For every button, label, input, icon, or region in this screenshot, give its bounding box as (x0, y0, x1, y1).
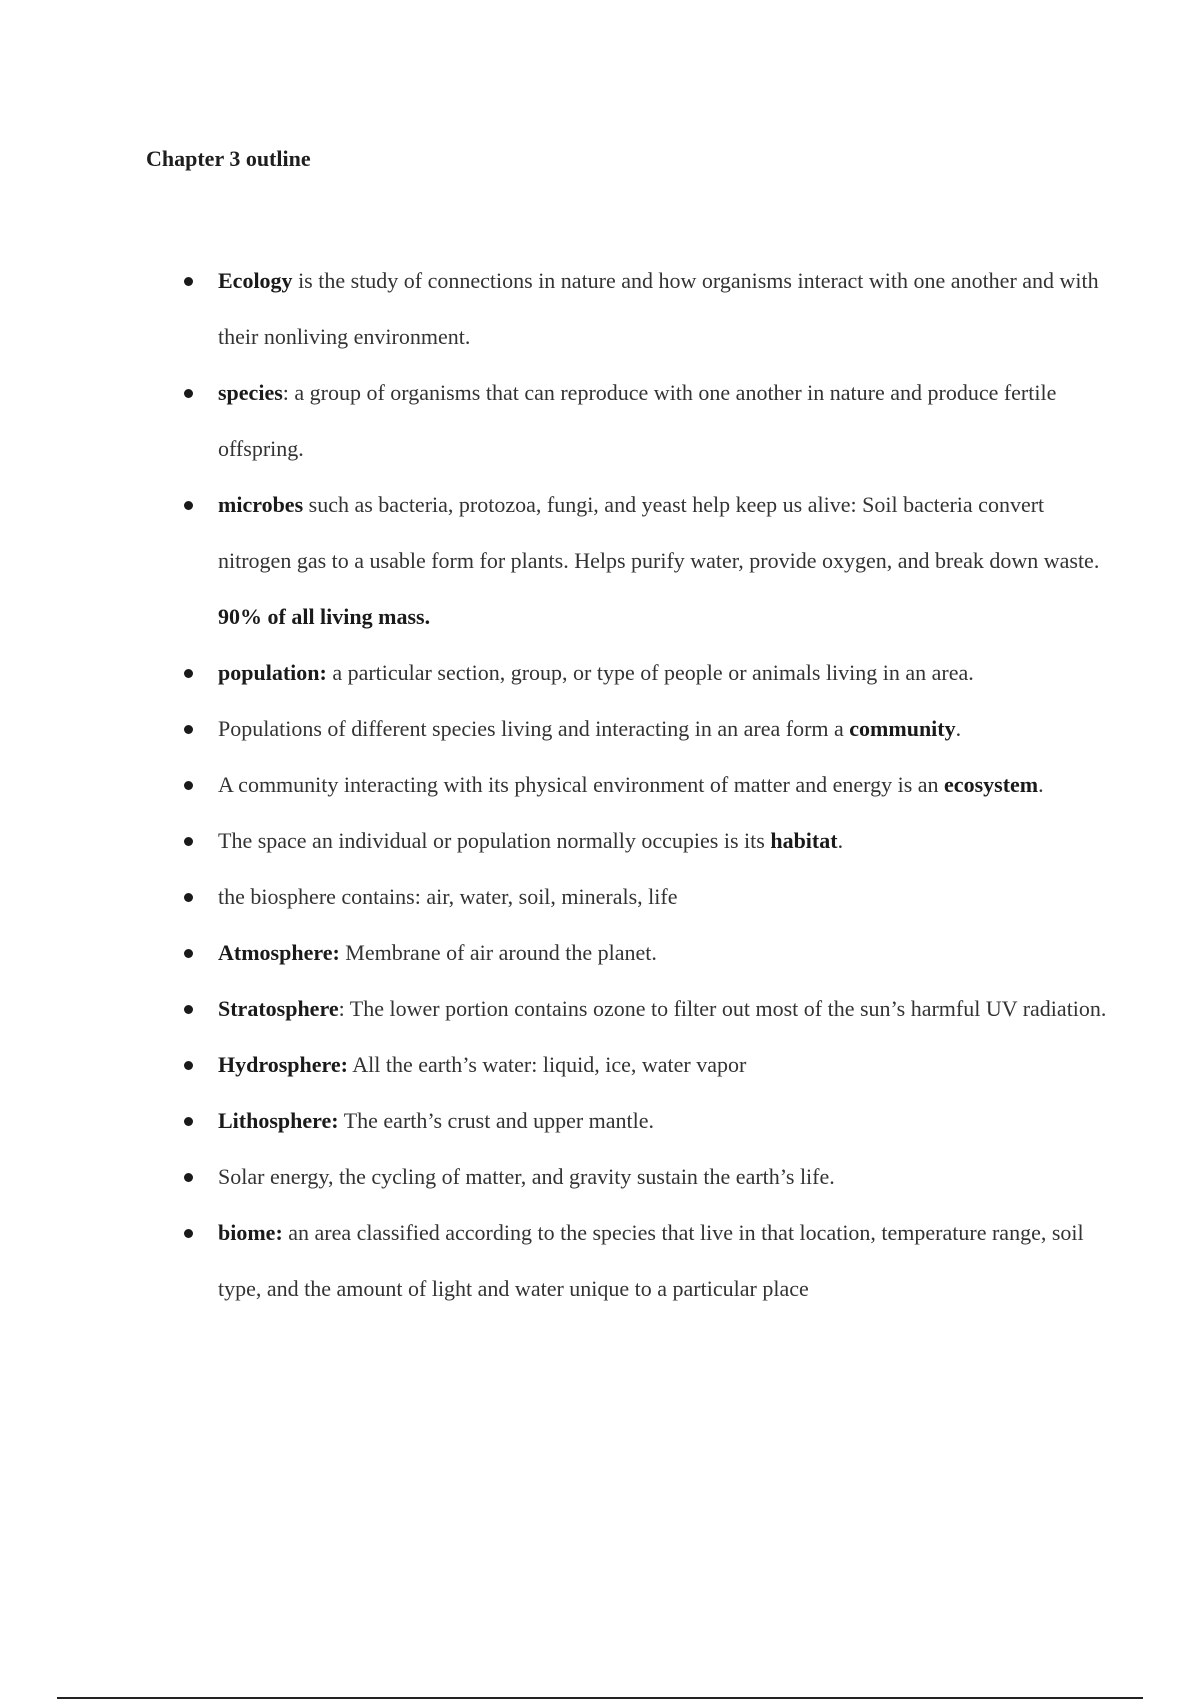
definition: a particular section, group, or type of people or animals living in an area. (326, 660, 974, 685)
outline-item-atmosphere (178, 925, 1108, 981)
bullet-icon (184, 1061, 193, 1070)
outline-item-species (178, 365, 1108, 477)
term: species (218, 380, 283, 405)
term: community (849, 716, 956, 741)
outline-item-biome (178, 1205, 1108, 1317)
term: population: (218, 660, 327, 685)
punctuation: . (955, 716, 962, 741)
bullet-icon (184, 949, 193, 958)
definition: All the earth’s water: liquid, ice, water vapor (347, 1052, 747, 1077)
outline-item-habitat (178, 813, 1108, 869)
outline-item-community (178, 701, 1108, 757)
bullet-icon (184, 1117, 193, 1126)
outline-item-ecosystem (178, 757, 1108, 813)
punctuation: . (837, 828, 844, 853)
term: Hydrosphere: (218, 1052, 348, 1077)
outline-item-lithosphere (178, 1093, 1108, 1149)
definition: the biosphere contains: air, water, soil, minerals, life (218, 884, 678, 909)
outline-item-population (178, 645, 1108, 701)
term: Atmosphere: (218, 940, 340, 965)
term: Lithosphere: (218, 1108, 339, 1133)
emphasis: 90% of all living mass. (218, 604, 431, 629)
bullet-icon (184, 837, 193, 846)
outline-item-hydrosphere (178, 1037, 1108, 1093)
page-title: Chapter 3 outline (146, 146, 311, 171)
bullet-icon (184, 1229, 193, 1238)
bullet-icon (184, 893, 193, 902)
bullet-icon (184, 277, 193, 286)
definition: : a group of organisms that can reproduce with one another in nature and produce fertile offspring. (218, 380, 1057, 461)
bullet-icon (184, 669, 193, 678)
term: ecosystem (944, 772, 1039, 797)
term: Stratosphere (218, 996, 339, 1021)
term: microbes (218, 492, 304, 517)
definition: A community interacting with its physical environment of matter and energy is an (218, 772, 945, 797)
definition: such as bacteria, protozoa, fungi, and yeast help keep us alive: Soil bacteria convert nitrogen gas to a usable form for plants. Helps purify water, provide oxygen, and break down waste. (218, 492, 1100, 573)
bullet-icon (184, 781, 193, 790)
bullet-icon (184, 389, 193, 398)
definition: is the study of connections in nature and how organisms interact with one another and with their nonliving environment. (218, 268, 1099, 349)
outline-list (178, 253, 1108, 1317)
outline-item-biosphere (178, 869, 1108, 925)
punctuation: . (1038, 772, 1044, 797)
bullet-icon (184, 1173, 193, 1182)
definition: an area classified according to the species that live in that location, temperature range, soil type, and the amount of light and water unique to a particular place (218, 1220, 1084, 1301)
outline-item-microbes (178, 477, 1108, 645)
outline-item-stratosphere (178, 981, 1108, 1037)
definition: Solar energy, the cycling of matter, and gravity sustain the earth’s life. (218, 1164, 835, 1189)
definition: The earth’s crust and upper mantle. (338, 1108, 655, 1133)
definition: Membrane of air around the planet. (339, 940, 657, 965)
bullet-icon (184, 1005, 193, 1014)
term: Ecology (218, 268, 293, 293)
outline-item-solar-energy (178, 1149, 1108, 1205)
bullet-icon (184, 725, 193, 734)
page-bottom-rule (57, 1697, 1143, 1699)
definition: Populations of different species living and interacting in an area form a (218, 716, 850, 741)
term: biome: (218, 1220, 283, 1245)
outline-item-ecology (178, 253, 1108, 365)
definition: The space an individual or population normally occupies is its (218, 828, 771, 853)
definition: : The lower portion contains ozone to filter out most of the sun’s harmful UV radiation. (338, 996, 1107, 1021)
term: habitat (770, 828, 838, 853)
bullet-icon (184, 501, 193, 510)
